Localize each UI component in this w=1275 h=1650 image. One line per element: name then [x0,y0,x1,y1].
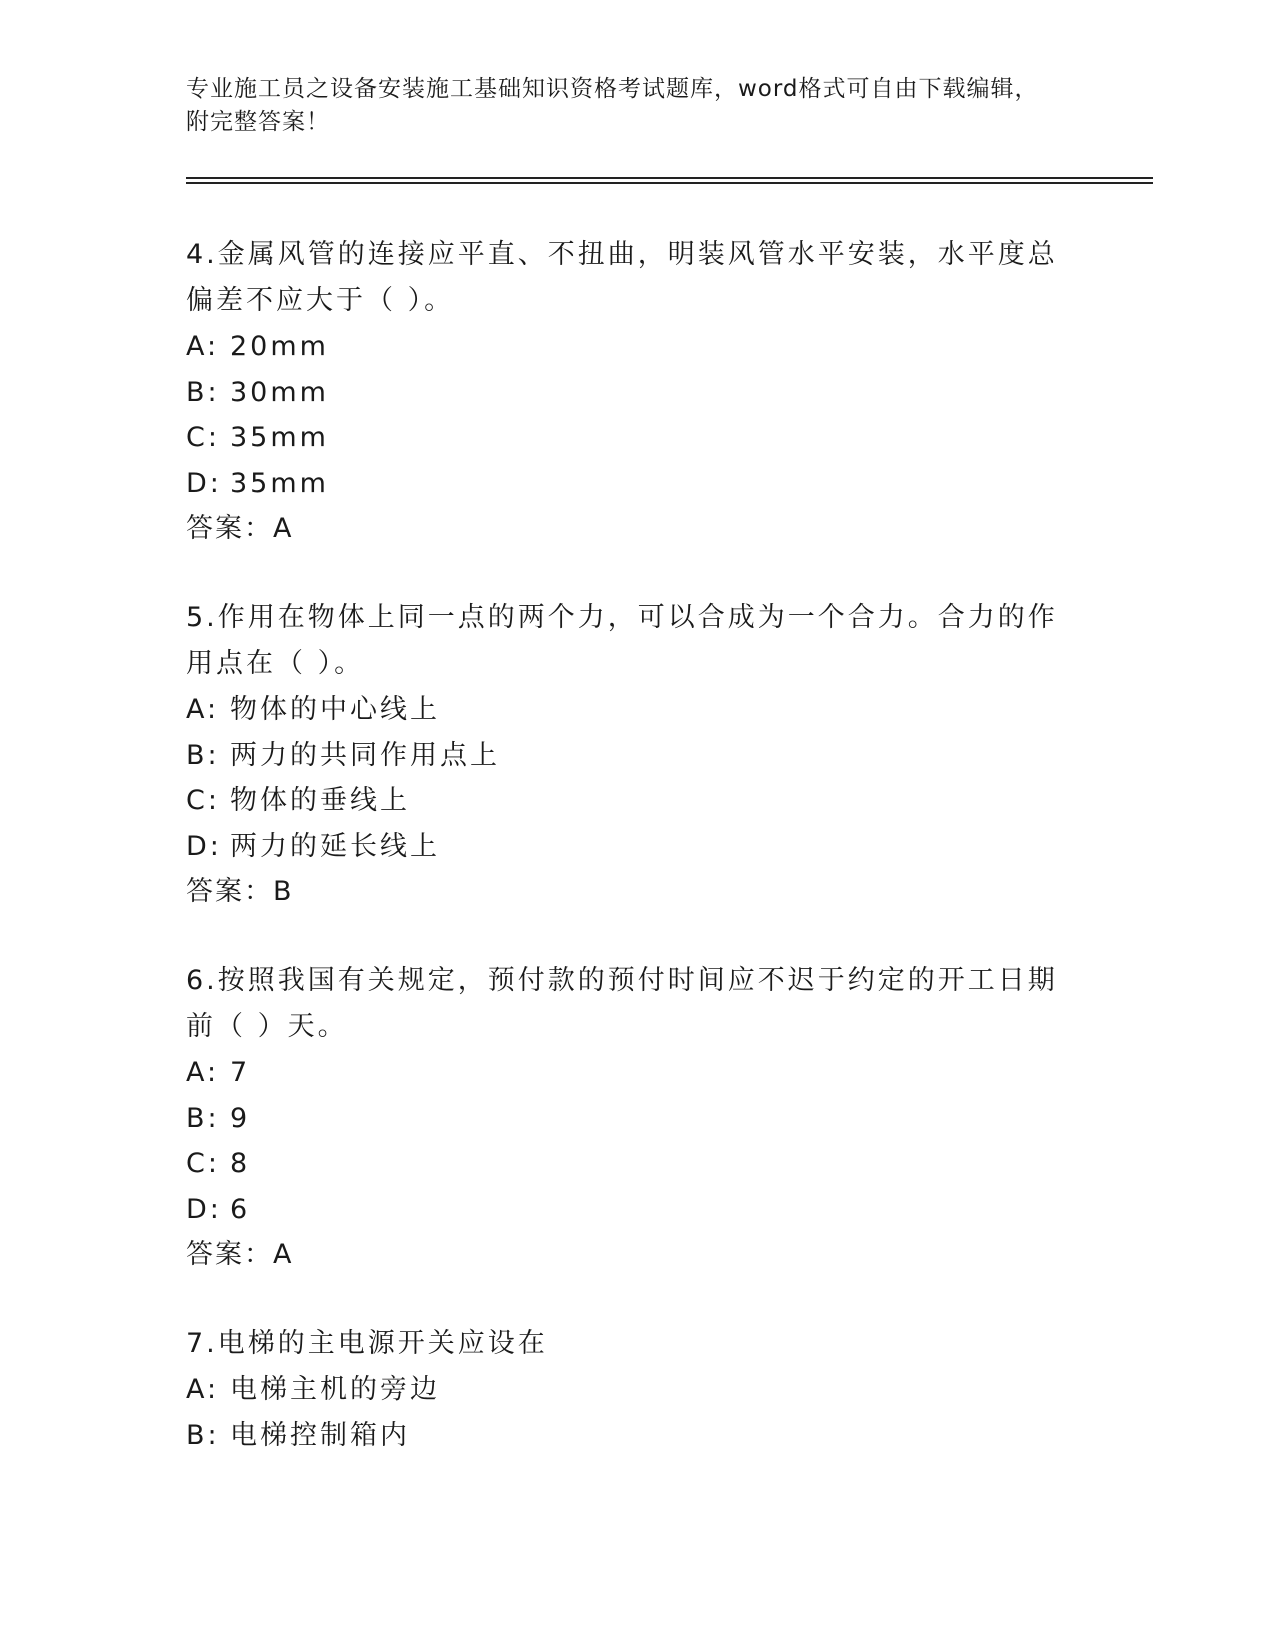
question-stem: 7.电梯的主电源开关应设在 [186,1328,548,1359]
option-a [186,1367,1066,1413]
option-key: B: [186,376,220,408]
question-4 [186,232,1066,552]
option-a [186,324,1066,370]
header-divider-top [186,177,1153,179]
question-7 [186,1321,1066,1458]
answer-line: 答案：B [186,876,294,907]
question-stem: 6.按照我国有关规定，预付款的预付时间应不迟于约定的开工日期前（ ）天。 [186,965,1058,1042]
option-text: 电梯主机的旁边 [230,1374,440,1405]
option-c [186,415,1066,461]
option-key: D: [186,1193,222,1225]
option-d [186,824,1066,870]
option-key: C: [186,422,220,453]
option-key: B: [186,1102,220,1134]
option-text: 7 [230,1057,251,1088]
answer-line: 答案：A [186,1239,294,1270]
option-key: B: [186,1419,220,1451]
option-key: A: [186,1057,220,1088]
answer-line: 答案：A [186,513,294,544]
option-text: 两力的共同作用点上 [230,739,500,771]
header-line-2: 附完整答案！ [186,109,330,135]
option-a [186,687,1066,733]
option-text: 6 [230,1193,251,1225]
header-line-1: 专业施工员之设备安装施工基础知识资格考试题库，word格式可自由下载编辑， [186,76,1039,102]
option-text: 物体的垂线上 [230,785,410,816]
option-b [186,370,1066,416]
question-6 [186,958,1066,1278]
option-key: C: [186,1148,220,1179]
option-text: 电梯控制箱内 [230,1419,410,1451]
option-key: A: [186,331,220,362]
header-divider-bottom [186,182,1153,184]
option-text: 8 [230,1148,251,1179]
option-text: 35mm [230,467,329,499]
option-key: D: [186,830,222,862]
document-header [186,73,1066,139]
option-text: 9 [230,1102,251,1134]
option-c [186,778,1066,824]
option-b [186,1413,1066,1459]
question-stem: 4.金属风管的连接应平直、不扭曲，明装风管水平安装，水平度总偏差不应大于（ ）。 [186,239,1058,316]
option-key: D: [186,467,222,499]
option-a [186,1050,1066,1096]
option-text: 两力的延长线上 [230,830,440,862]
option-key: A: [186,1374,220,1405]
option-key: A: [186,694,220,725]
option-text: 物体的中心线上 [230,694,440,725]
question-stem: 5.作用在物体上同一点的两个力，可以合成为一个合力。合力的作用点在（ ）。 [186,602,1058,679]
option-key: C: [186,785,220,816]
option-c [186,1141,1066,1187]
option-d [186,1187,1066,1233]
option-text: 35mm [230,422,329,453]
option-b [186,1096,1066,1142]
question-5 [186,595,1066,915]
option-b [186,733,1066,779]
option-text: 20mm [230,331,329,362]
option-d [186,461,1066,507]
option-text: 30mm [230,376,329,408]
option-key: B: [186,739,220,771]
question-list [186,232,1066,1501]
